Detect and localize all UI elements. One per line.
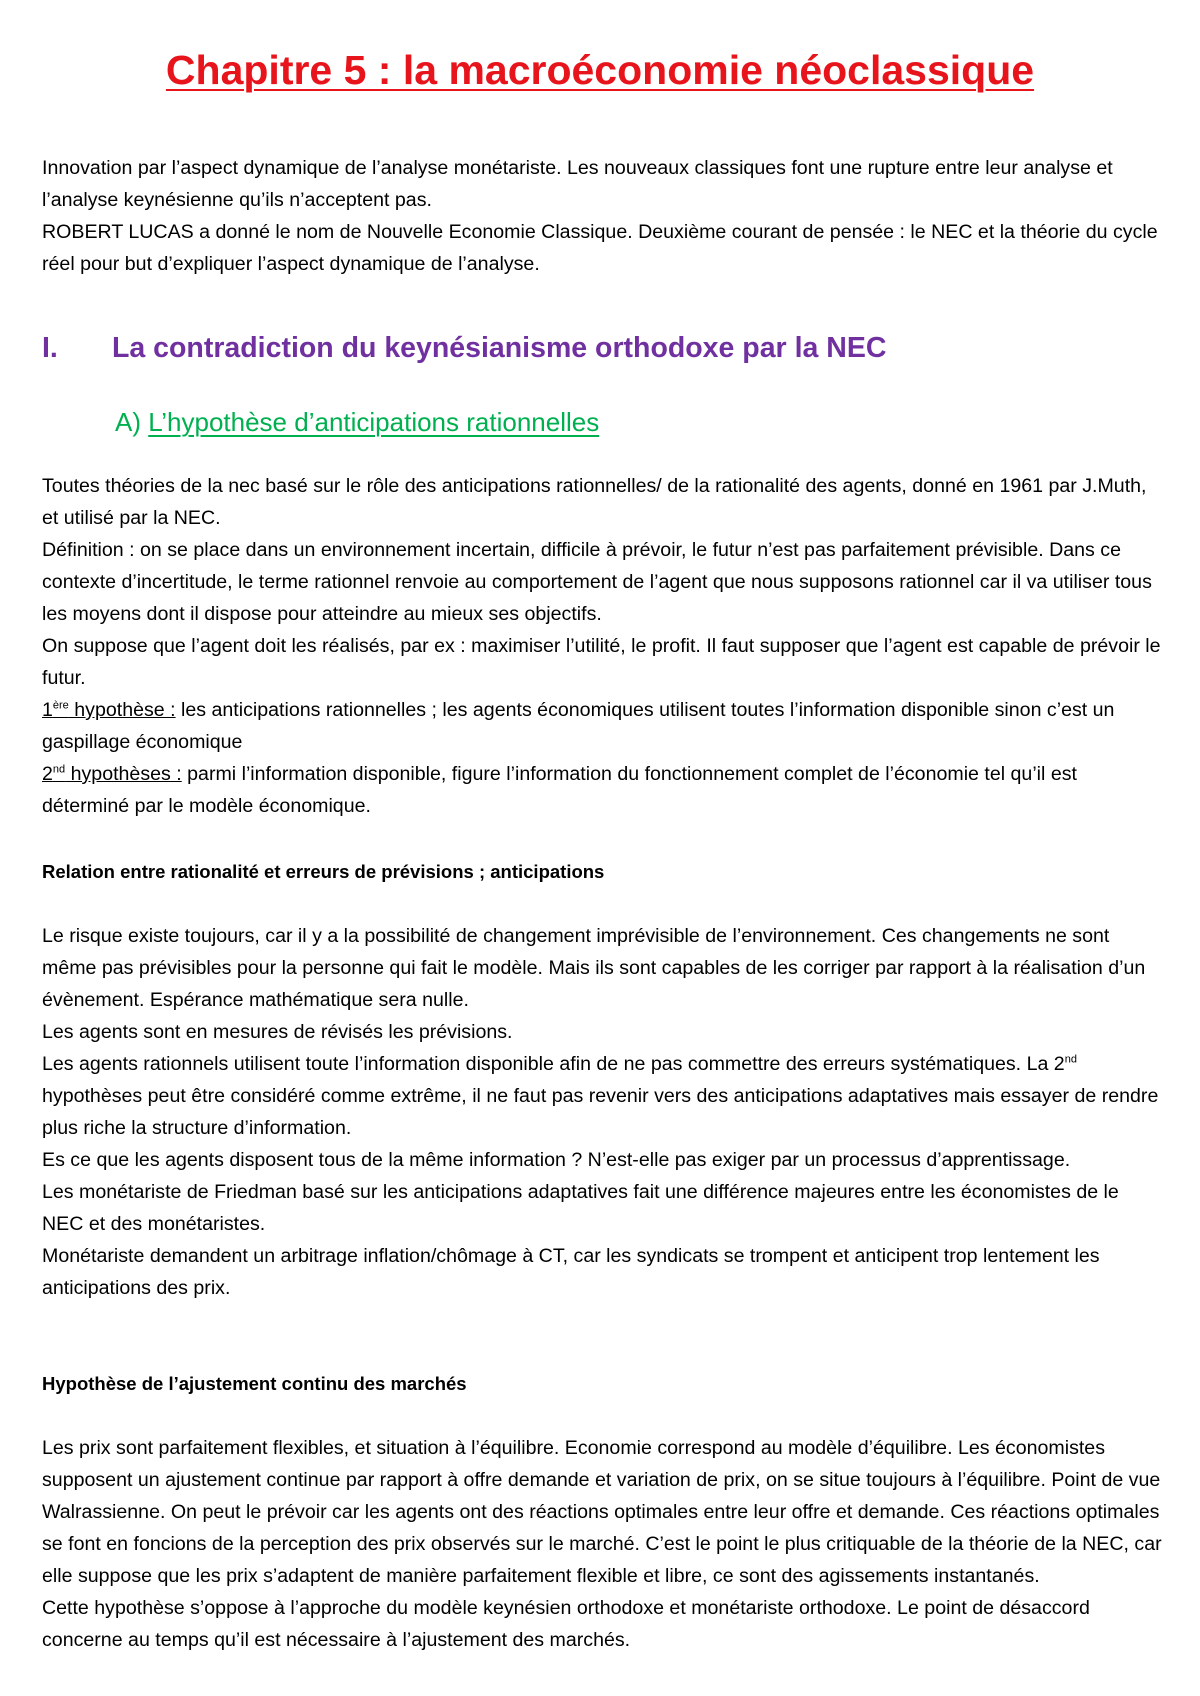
block-anticipations (42, 470, 1162, 822)
paragraph: Les agents sont en mesures de révisés les prévisions. (42, 1021, 513, 1043)
section-title: La contradiction du keynésianisme orthodoxe par la NEC (112, 332, 887, 364)
hypothesis-2-text: parmi l’information disponible, figure l’information du fonctionnement complet de l’économie tel qu’il est déterminé par le modèle économique. (42, 763, 1077, 817)
subsection-prefix: A) (115, 407, 141, 437)
paragraph: Le risque existe toujours, car il y a la possibilité de changement imprévisible de l’environnement. Ces changements ne sont même pas prévisibles pour la personne qui fait le modèle. Mais ils sont capables de les corriger par rapport à la réalisation d’un évènement. Espérance mathématique sera nulle. (42, 925, 1146, 1011)
section-heading (42, 328, 886, 368)
section-number: I. (42, 332, 58, 364)
intro-paragraph: Innovation par l’aspect dynamique de l’analyse monétariste. Les nouveaux classiques font une rupture entre leur analyse et l’analyse keynésienne qu’ils n’acceptent pas. (42, 157, 1113, 211)
page-title: Chapitre 5 : la macroéconomie néoclassique (165, 47, 1035, 93)
block-relation (42, 920, 1162, 1304)
hypothesis-1-text: les anticipations rationnelles ; les agents économiques utilisent toutes l’information disponible sinon c’est un gaspillage économique (42, 699, 1115, 753)
paragraph: Les monétariste de Friedman basé sur les anticipations adaptatives fait une différence majeures entre les économistes de le NEC et des monétaristes. (42, 1181, 1119, 1235)
paragraph: Cette hypothèse s’oppose à l’approche du modèle keynésien orthodoxe et monétariste orthodoxe. Le point de désaccord concerne au temps qu’il est nécessaire à l’ajustement des marchés. (42, 1597, 1090, 1651)
hypothesis-1 (42, 694, 1162, 758)
heading-ajustement: Hypothèse de l’ajustement continu des marchés (42, 1373, 467, 1394)
paragraph: Définition : on se place dans un environnement incertain, difficile à prévoir, le futur n’est pas parfaitement prévisible. Dans ce contexte d’incertitude, le terme rationnel renvoie au comportement de l’agent que nous supposons rationnel car il va utiliser tous les moyens dont il dispose pour atteindre au mieux ses objectifs. (42, 539, 1152, 625)
paragraph: Es ce que les agents disposent tous de la même information ? N’est-elle pas exiger par un processus d’apprentissage. (42, 1149, 1071, 1171)
hypothesis-2 (42, 758, 1162, 822)
paragraph: Monétariste demandent un arbitrage inflation/chômage à CT, car les syndicats se trompent et anticipent trop lentement les anticipations des prix. (42, 1245, 1100, 1299)
subsection-heading (115, 404, 599, 440)
hypothesis-2-label: 2nd hypothèses : (42, 763, 182, 785)
hypothesis-1-label: 1ère hypothèse : (42, 699, 176, 721)
paragraph: Les prix sont parfaitement flexibles, et situation à l’équilibre. Economie correspond au modèle d’équilibre. Les économistes supposent un ajustement continue par rapport à offre demande et variation de prix, on se situe toujours à l’équilibre. Point de vue Walrassienne. On peut le prévoir car les agents ont des réactions optimales entre leur offre et demande. Ces réactions optimales se font en foncions de la perception des prix observés sur le marché. C’est le point le plus critiquable de la théorie de la NEC, car elle suppose que les prix s’adaptent de manière parfaitement flexible et libre, ce sont des agissements instantanés. (42, 1437, 1162, 1587)
intro-paragraph: ROBERT LUCAS a donné le nom de Nouvelle Economie Classique. Deuxième courant de pensée : le NEC et la théorie du cycle réel pour but d’expliquer l’aspect dynamique de l’analyse. (42, 221, 1158, 275)
heading-relation: Relation entre rationalité et erreurs de prévisions ; anticipations (42, 861, 605, 882)
subsection-title: L’hypothèse d’anticipations rationnelles (148, 407, 600, 437)
paragraph: Les agents rationnels utilisent toute l’information disponible afin de ne pas commettre des erreurs systématiques. La 2nd hypothèses peut être considéré comme extrême, il ne faut pas revenir vers des anticipations adaptatives mais essayer de rendre plus riche la structure d’information. (42, 1053, 1159, 1139)
intro-block (42, 152, 1162, 280)
paragraph: On suppose que l’agent doit les réalisés, par ex : maximiser l’utilité, le profit. Il faut supposer que l’agent est capable de prévoir le futur. (42, 635, 1161, 689)
block-ajustement (42, 1432, 1162, 1656)
paragraph: Toutes théories de la nec basé sur le rôle des anticipations rationnelles/ de la rationalité des agents, donné en 1961 par J.Muth, et utilisé par la NEC. (42, 475, 1147, 529)
